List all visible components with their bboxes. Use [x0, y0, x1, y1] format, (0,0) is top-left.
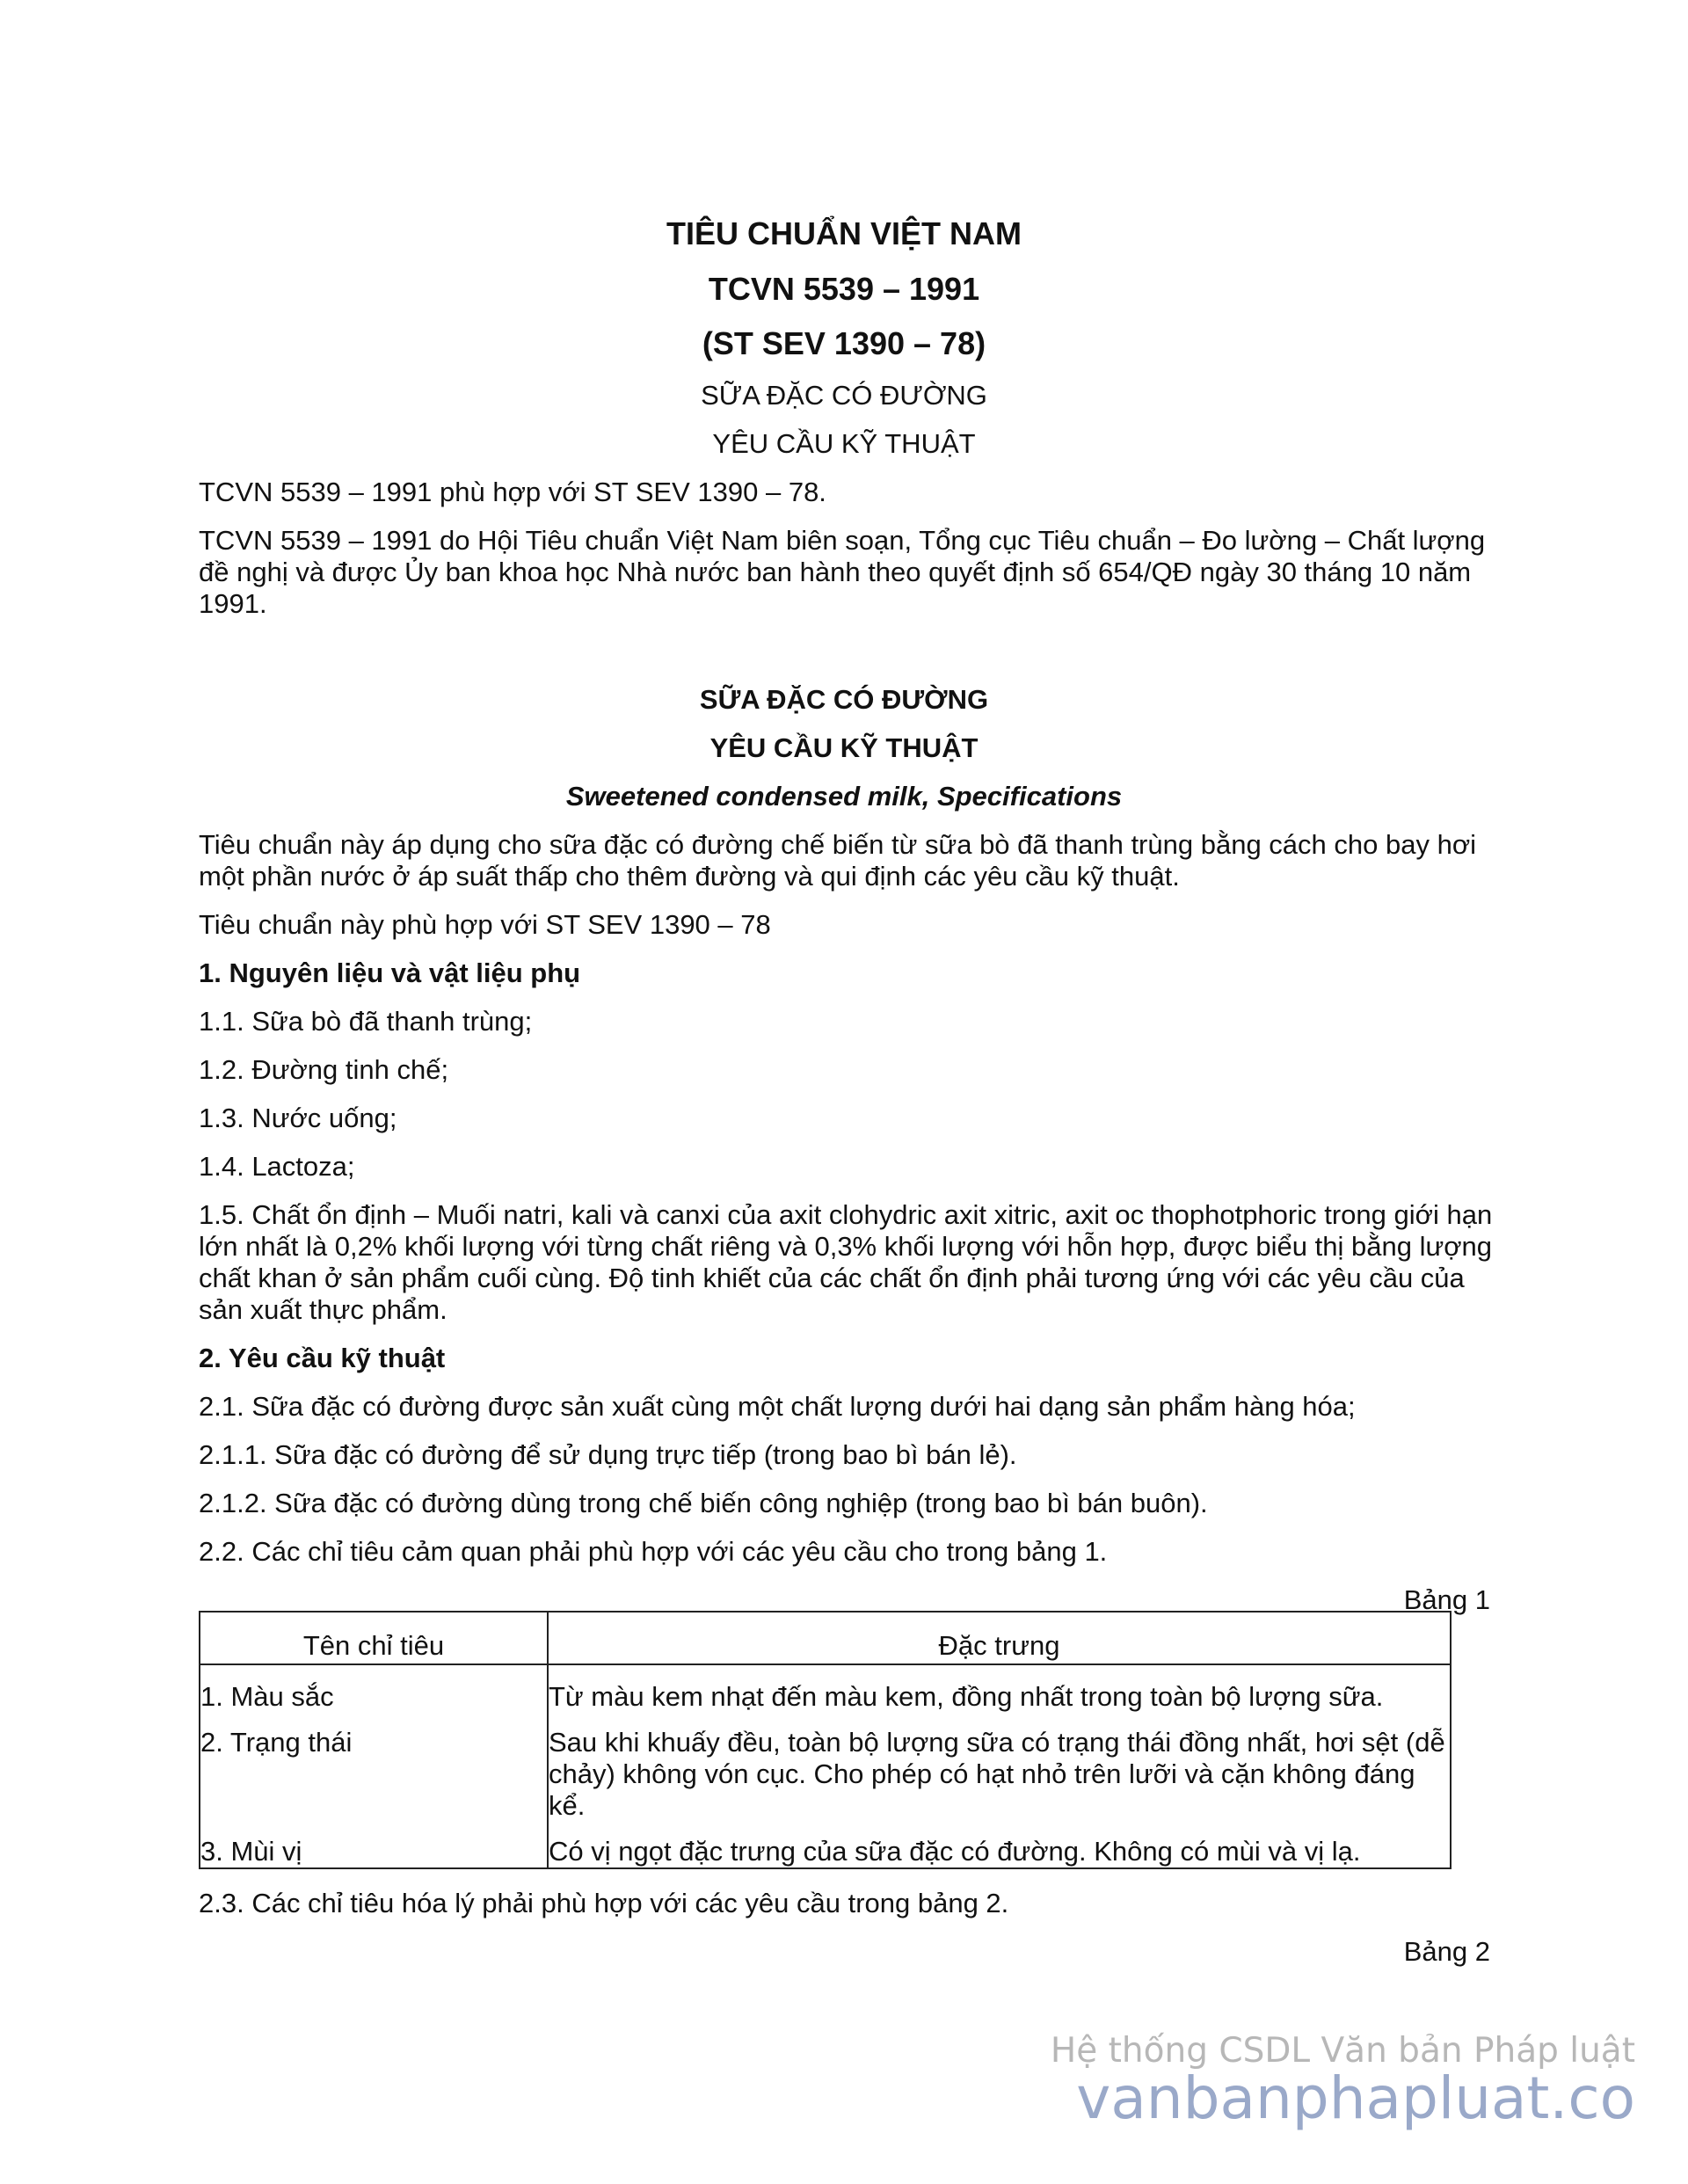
table-row — [200, 1664, 1451, 1713]
compat-paragraph: Tiêu chuẩn này phù hợp với ST SEV 1390 – 78 — [199, 909, 771, 940]
table-cell: 1. Màu sắc — [200, 1664, 548, 1713]
table-header-cell: Đặc trưng — [548, 1612, 1451, 1664]
doc-header-title: TIÊU CHUẨN VIỆT NAM — [666, 215, 1022, 251]
table-cell: 3. Mùi vị — [200, 1822, 548, 1868]
clause-2-3: 2.3. Các chỉ tiêu hóa lý phải phù hợp với các yêu cầu trong bảng 2. — [199, 1888, 1009, 1918]
clause-2-1: 2.1. Sữa đặc có đường được sản xuất cùng một chất lượng dưới hai dạng sản phẩm hàng hóa; — [199, 1391, 1356, 1422]
table-cell: 2. Trạng thái — [200, 1713, 548, 1822]
doc-equivalent-standard: (ST SEV 1390 – 78) — [702, 325, 986, 361]
table-row — [200, 1822, 1451, 1868]
table-2-label: Bảng 2 — [1403, 1936, 1490, 1967]
table-cell: Có vị ngọt đặc trưng của sữa đặc có đường. Không có mùi và vị lạ. — [548, 1822, 1451, 1868]
table-1-label: Bảng 1 — [1403, 1584, 1490, 1615]
intro-paragraph-1: TCVN 5539 – 1991 phù hợp với ST SEV 1390 – 78. — [199, 477, 826, 507]
table-header-cell: Tên chỉ tiêu — [200, 1612, 548, 1664]
clause-1-3: 1.3. Nước uống; — [199, 1103, 397, 1133]
intro-paragraph-2: TCVN 5539 – 1991 do Hội Tiêu chuẩn Việt Nam biên soạn, Tổng cục Tiêu chuẩn – Đo lường – Chất lượng đề nghị và được Ủy ban khoa học Nhà nước ban hành theo quyết định số 654/QĐ ngày 30 tháng 10 năm 1991. — [199, 525, 1486, 619]
section-2-heading: 2. Yêu cầu kỹ thuật — [199, 1343, 446, 1373]
section-title-english: Sweetened condensed milk, Specifications — [565, 781, 1123, 812]
clause-2-1-1: 2.1.1. Sữa đặc có đường để sử dụng trực tiếp (trong bao bì bán lẻ). — [199, 1439, 1017, 1470]
table-1 — [199, 1611, 1452, 1869]
table-header-row — [200, 1612, 1451, 1664]
clause-1-1: 1.1. Sữa bò đã thanh trùng; — [199, 1006, 533, 1037]
table-cell: Sau khi khuấy đều, toàn bộ lượng sữa có trạng thái đồng nhất, hơi sệt (dễ chảy) không vón cục. Cho phép có hạt nhỏ trên lưỡi và cặn không đáng kể. — [548, 1713, 1451, 1822]
clause-2-2: 2.2. Các chỉ tiêu cảm quan phải phù hợp với các yêu cầu cho trong bảng 1. — [199, 1536, 1108, 1567]
watermark-site-link[interactable]: vanbanphapluat.co — [1076, 2064, 1635, 2132]
clause-2-1-2: 2.1.2. Sữa đặc có đường dùng trong chế biến công nghiệp (trong bao bì bán buôn). — [199, 1488, 1208, 1518]
doc-spec-subtitle: YÊU CẦU KỸ THUẬT — [712, 428, 976, 459]
table-cell: Từ màu kem nhạt đến màu kem, đồng nhất trong toàn bộ lượng sữa. — [548, 1664, 1451, 1713]
doc-standard-code: TCVN 5539 – 1991 — [708, 271, 980, 307]
watermark-system-name: Hệ thống CSDL Văn bản Pháp luật — [1050, 2031, 1635, 2071]
clause-1-4: 1.4. Lactoza; — [199, 1151, 355, 1182]
clause-1-5: 1.5. Chất ổn định – Muối natri, kali và canxi của axit clohydric axit xitric, axit oc thophotphoric trong giới hạn lớn nhất là 0,2% khối lượng với từng chất riêng và 0,3% khối lượng với hỗn hợp, được biểu thị bằng lượng chất khan ở sản phẩm cuối cùng. Độ tinh khiết của các chất ổn định phải tương ứng với các yêu cầu của sản xuất thực phẩm. — [199, 1199, 1493, 1325]
section-1-heading: 1. Nguyên liệu và vật liệu phụ — [199, 957, 581, 988]
table-row — [200, 1713, 1451, 1822]
scope-paragraph: Tiêu chuẩn này áp dụng cho sữa đặc có đường chế biến từ sữa bò đã thanh trùng bằng cách cho bay hơi một phần nước ở áp suất thấp cho thêm đường và qui định các yêu cầu kỹ thuật. — [199, 829, 1477, 892]
section-title-spec: YÊU CẦU KỸ THUẬT — [709, 732, 979, 763]
clause-1-2: 1.2. Đường tinh chế; — [199, 1054, 449, 1085]
section-title-name: SỮA ĐẶC CÓ ĐƯỜNG — [699, 684, 989, 715]
doc-product-name: SỮA ĐẶC CÓ ĐƯỜNG — [701, 380, 987, 411]
